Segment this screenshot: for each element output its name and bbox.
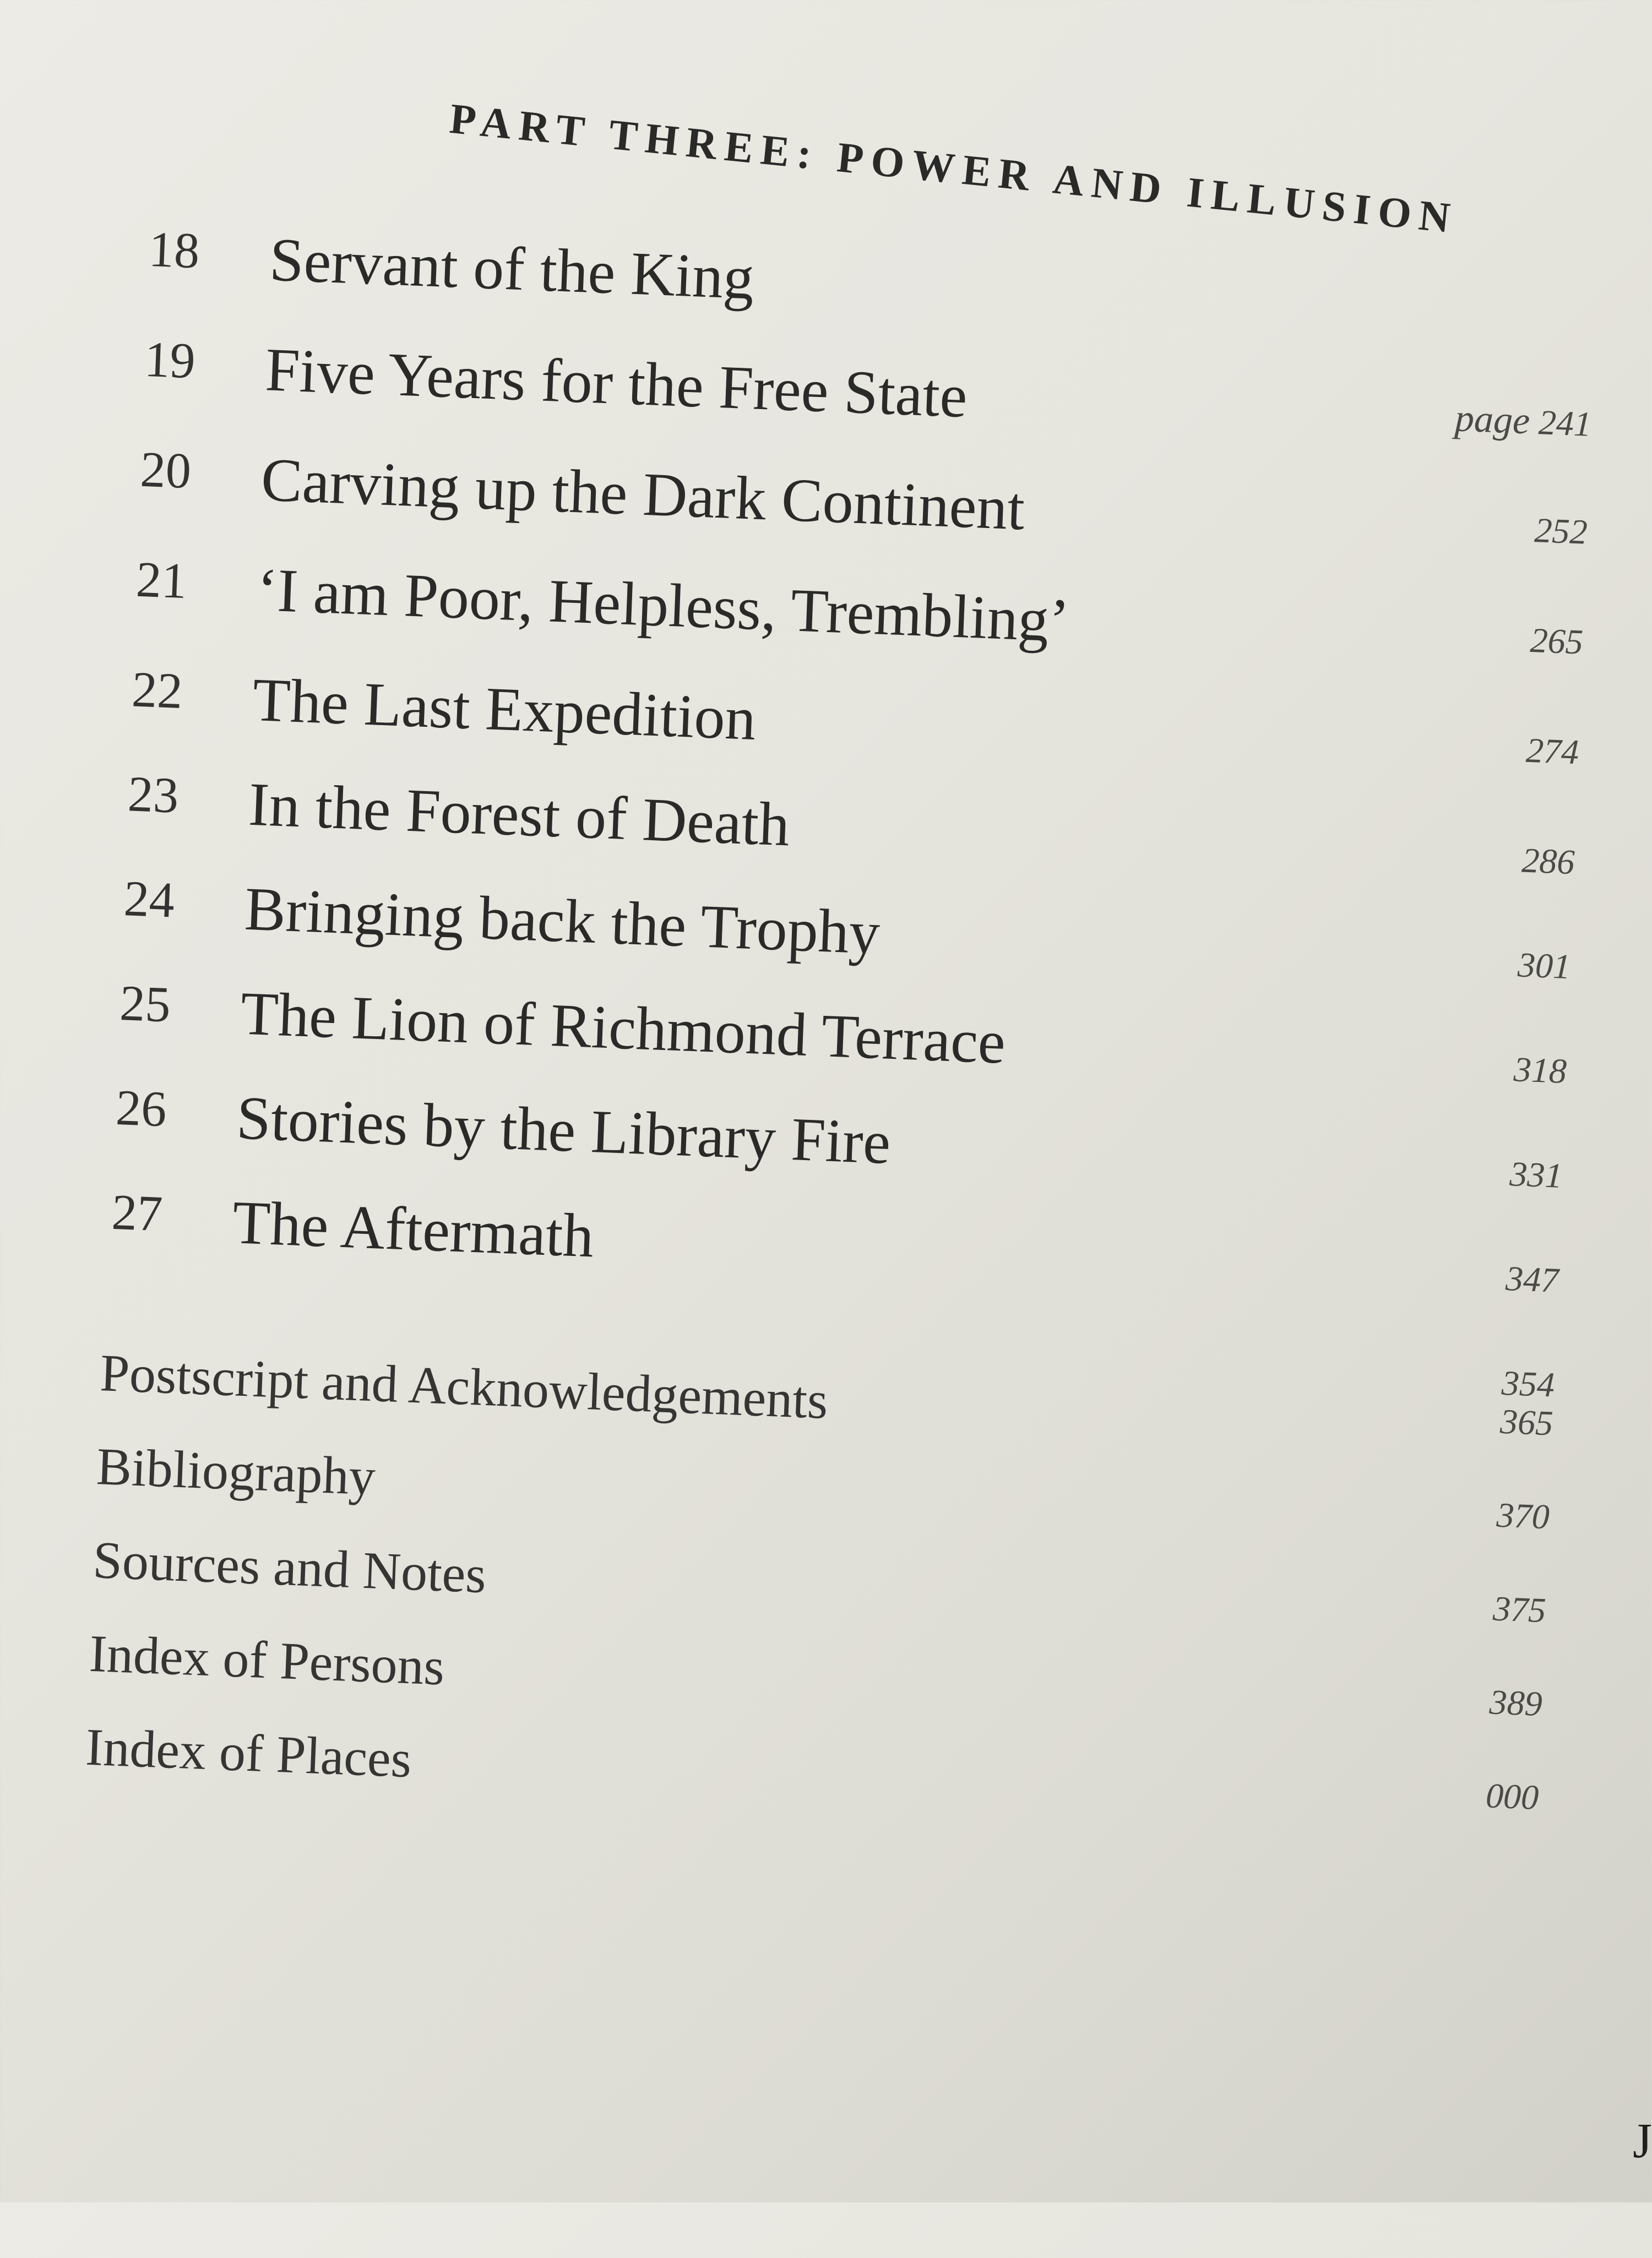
chapter-page: 331 (1509, 1154, 1563, 1195)
back-matter-title: Bibliography (95, 1437, 377, 1506)
chapter-number: 26 (115, 1079, 168, 1138)
chapter-title: Bringing back the Trophy (243, 874, 882, 967)
chapter-number: 24 (123, 870, 176, 928)
chapter-page: 301 (1517, 945, 1572, 987)
chapter-page: 318 (1513, 1049, 1568, 1091)
page-prefix: page (1454, 397, 1531, 443)
back-matter-title: Postscript and Acknowledgements (99, 1343, 829, 1430)
chapter-number: 20 (139, 440, 192, 499)
chapter-title: Stories by the Library Fire (235, 1084, 892, 1177)
chapter-title: The Lion of Richmond Terrace (239, 979, 1007, 1077)
back-matter-title: Index of Persons (88, 1623, 446, 1696)
back-matter-page: 370 (1496, 1495, 1551, 1537)
chapter-title: Carving up the Dark Continent (259, 445, 1026, 543)
back-matter-title: Index of Places (84, 1717, 413, 1789)
chapter-number: 25 (118, 975, 172, 1033)
chapter-page: 354 (1501, 1363, 1556, 1405)
edge-letter: J (1632, 2114, 1652, 2168)
chapter-title: The Aftermath (231, 1188, 595, 1271)
chapter-page: 252 (1534, 510, 1588, 552)
back-matter-page: 000 (1485, 1776, 1540, 1817)
chapter-title: The Last Expedition (251, 665, 758, 753)
back-matter-title: Sources and Notes (91, 1530, 487, 1604)
chapter-title: In the Forest of Death (247, 770, 791, 859)
chapter-number: 22 (131, 661, 184, 719)
back-matter-page: 365 (1499, 1401, 1554, 1443)
back-matter-page: 389 (1488, 1682, 1544, 1724)
chapter-page: 286 (1521, 840, 1575, 882)
chapter-title: Servant of the King (268, 225, 756, 313)
chapter-page: 274 (1525, 730, 1580, 772)
chapter-page: 265 (1529, 620, 1584, 662)
page-number: 241 (1537, 402, 1593, 444)
chapter-number: 27 (111, 1183, 164, 1242)
chapter-number: 18 (148, 221, 201, 279)
chapter-number: 19 (143, 330, 197, 389)
chapter-page: 347 (1504, 1259, 1559, 1300)
chapter-number: 23 (127, 765, 180, 824)
chapter-title: ‘I am Poor, Helpless, Trembling’ (256, 556, 1071, 655)
chapter-title: Five Years for the Free State (264, 335, 969, 431)
part-heading: PART THREE: POWER AND ILLUSION (447, 94, 1460, 243)
back-matter-page: 375 (1492, 1588, 1547, 1630)
chapter-number: 21 (135, 551, 188, 610)
